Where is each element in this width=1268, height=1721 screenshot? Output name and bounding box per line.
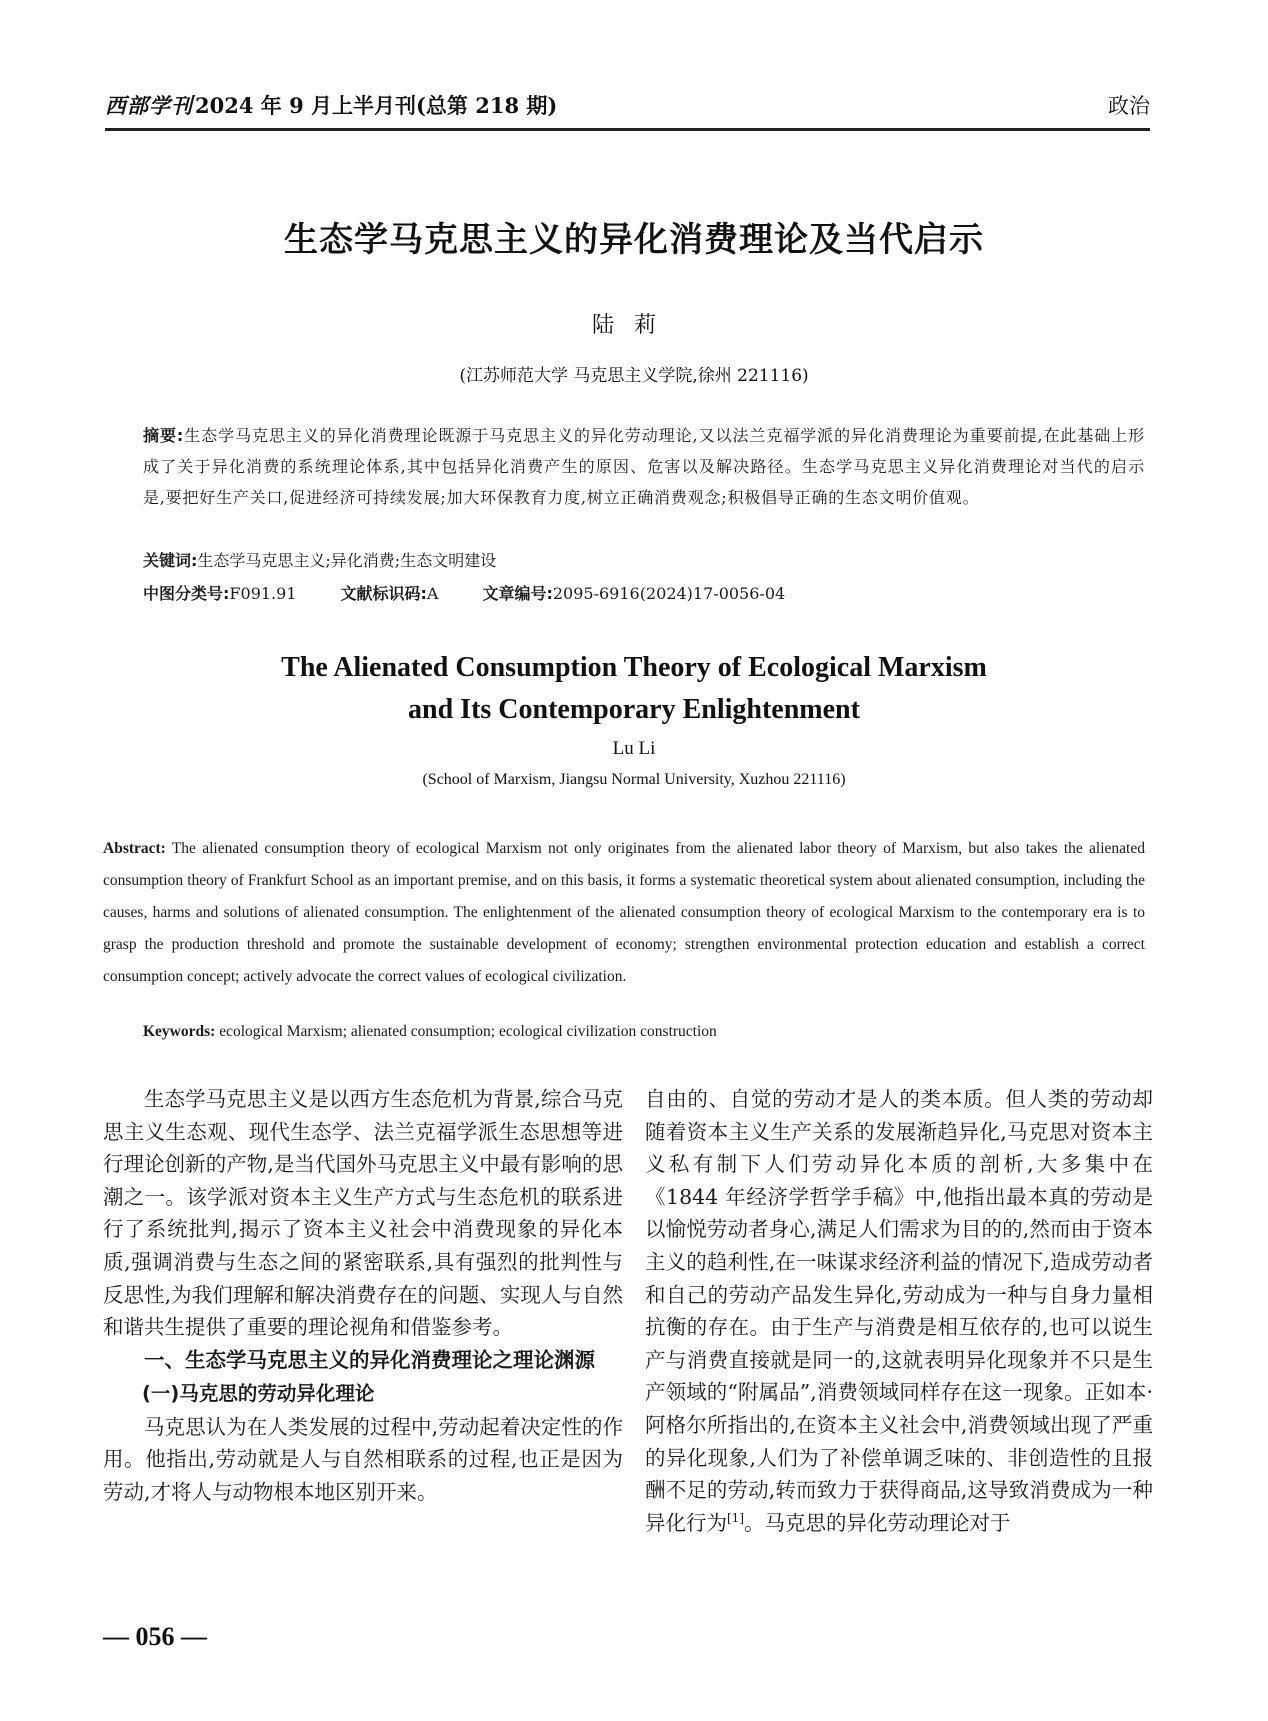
chinese-abstract [143,420,1145,513]
chinese-abstract-label: 摘要: [143,426,185,445]
chinese-abstract-text: 生态学马克思主义的异化消费理论既源于马克思主义的异化劳动理论,又以法兰克福学派的异化消费理论为重要前提,在此基础上形成了关于异化消费的系统理论体系,其中包括异化消费产生的原因、危害以及解决路径。生态学马克思主义异化消费理论对当代的启示是,要把好生产关口,促进经济可持续发展;加大环保教育力度,树立正确消费观念;积极倡导正确的生态文明价值观。 [143,426,1145,507]
english-title-line-1: The Alienated Consumption Theory of Ecological Marxism [281,652,987,683]
doc-code-label: 文献标识码: [340,584,427,603]
english-affiliation: (School of Marxism, Jiangsu Normal University, Xuzhou 221116) [422,771,846,788]
article-no-label: 文章编号: [482,584,553,603]
english-keywords [143,1023,717,1041]
english-title-line-2: and Its Contemporary Enlightenment [408,694,860,725]
english-keywords-label: Keywords: [143,1023,216,1040]
english-abstract-label: Abstract: [103,840,166,857]
continued-tail: 。马克思的异化劳动理论对于 [744,1510,1011,1535]
body-column-left [103,1083,623,1509]
chinese-title: 生态学马克思主义的异化消费理论及当代启示 [284,220,984,260]
intro-paragraph: 生态学马克思主义是以西方生态危机为背景,综合马克思主义生态观、现代生态学、法兰克福学派生态思想等进行理论创新的产物,是当代国外马克思主义中最有影响的思潮之一。该学派对资本主义生产方式与生态危机的联系进行了系统批判,揭示了资本主义社会中消费现象的异化本质,强调消费与生态之间的紧密联系,具有强烈的批判性与反思性,为我们理解和解决消费存在的问题、实现人与自然和谐共生提供了重要的理论视角和借鉴参考。 [103,1087,623,1340]
chinese-keywords [143,548,496,571]
chinese-author: 陆莉 [591,313,676,338]
section-label: 政治 [1108,94,1150,118]
clc-value: F091.91 [229,584,297,603]
english-keywords-text: ecological Marxism; alienated consumption; ecological civilization construction [219,1023,717,1040]
body-paragraph-continued [645,1083,1153,1539]
english-title [0,647,1268,731]
clc-label: 中图分类号: [143,584,230,603]
journal-issue [105,90,557,120]
english-abstract [103,833,1145,993]
page-number: — 056 — [103,1622,207,1651]
reference-marker: [1] [727,1510,744,1525]
english-abstract-text: The alienated consumption theory of ecological Marxism not only originates from the alienated labor theory of Marxism, but also takes the alienated consumption theory of Frankfurt School as an important premise, and on this basis, it forms a systematic theoretical system about alienated consumption, including the causes, harms and solutions of alienated consumption. The enlightenment of the alienated consumption theory of ecological Marxism to the contemporary era is to grasp the production threshold and promote the sustainable development of economy; strengthen environmental protection education and establish a correct consumption concept; actively advocate the correct values of ecological civilization. [103,840,1145,985]
continued-text: 自由的、自觉的劳动才是人的类本质。但人类的劳动却随着资本主义生产关系的发展渐趋异化,马克思对资本主义私有制下人们劳动异化本质的剖析,大多集中在《1844 年经济学哲学手稿》中,他指出最本真的劳动是以愉悦劳动者身心,满足人们需求为目的的,然而由于资本主义的趋利性,在一味谋求经济利益的情况下,造成劳动者和自己的劳动产品发生异化,劳动成为一种与自身力量相抗衡的存在。由于生产与消费是相互依存的,也可以说生产与消费直接就是同一的,这就表明异化现象并不只是生产领域的“附属品”,消费领域同样存在这一现象。正如本·阿格尔所指出的,在资本主义社会中,消费领域出现了严重的异化现象,人们为了补偿单调乏味的、非创造性的且报酬不足的劳动,转而致力于获得商品,这导致消费成为一种异化行为 [645,1087,1153,1535]
classification-info [143,581,785,604]
body-paragraph-2: 马克思认为在人类发展的过程中,劳动起着决定性的作用。他指出,劳动就是人与自然相联系的过程,也正是因为劳动,才将人与动物根本地区别开来。 [103,1414,623,1504]
subsection-heading-1: (一)马克思的劳动异化理论 [142,1381,375,1405]
section-heading-1: 一、生态学马克思主义的异化消费理论之理论渊源 [144,1347,595,1372]
body-column-right [645,1083,1153,1539]
article-no-value: 2095-6916(2024)17-0056-04 [552,584,786,603]
doc-code-value: A [426,584,439,603]
chinese-affiliation: (江苏师范大学 马克思主义学院,徐州 221116) [459,366,809,386]
running-header [105,88,1150,131]
issue-info: 2024 年 9 月上半月刊(总第 218 期) [195,93,558,118]
journal-logo: 西部学刊 [105,93,193,118]
english-author: Lu Li [612,738,656,759]
chinese-keywords-text: 生态学马克思主义;异化消费;生态文明建设 [197,551,497,570]
chinese-keywords-label: 关键词: [143,551,198,570]
